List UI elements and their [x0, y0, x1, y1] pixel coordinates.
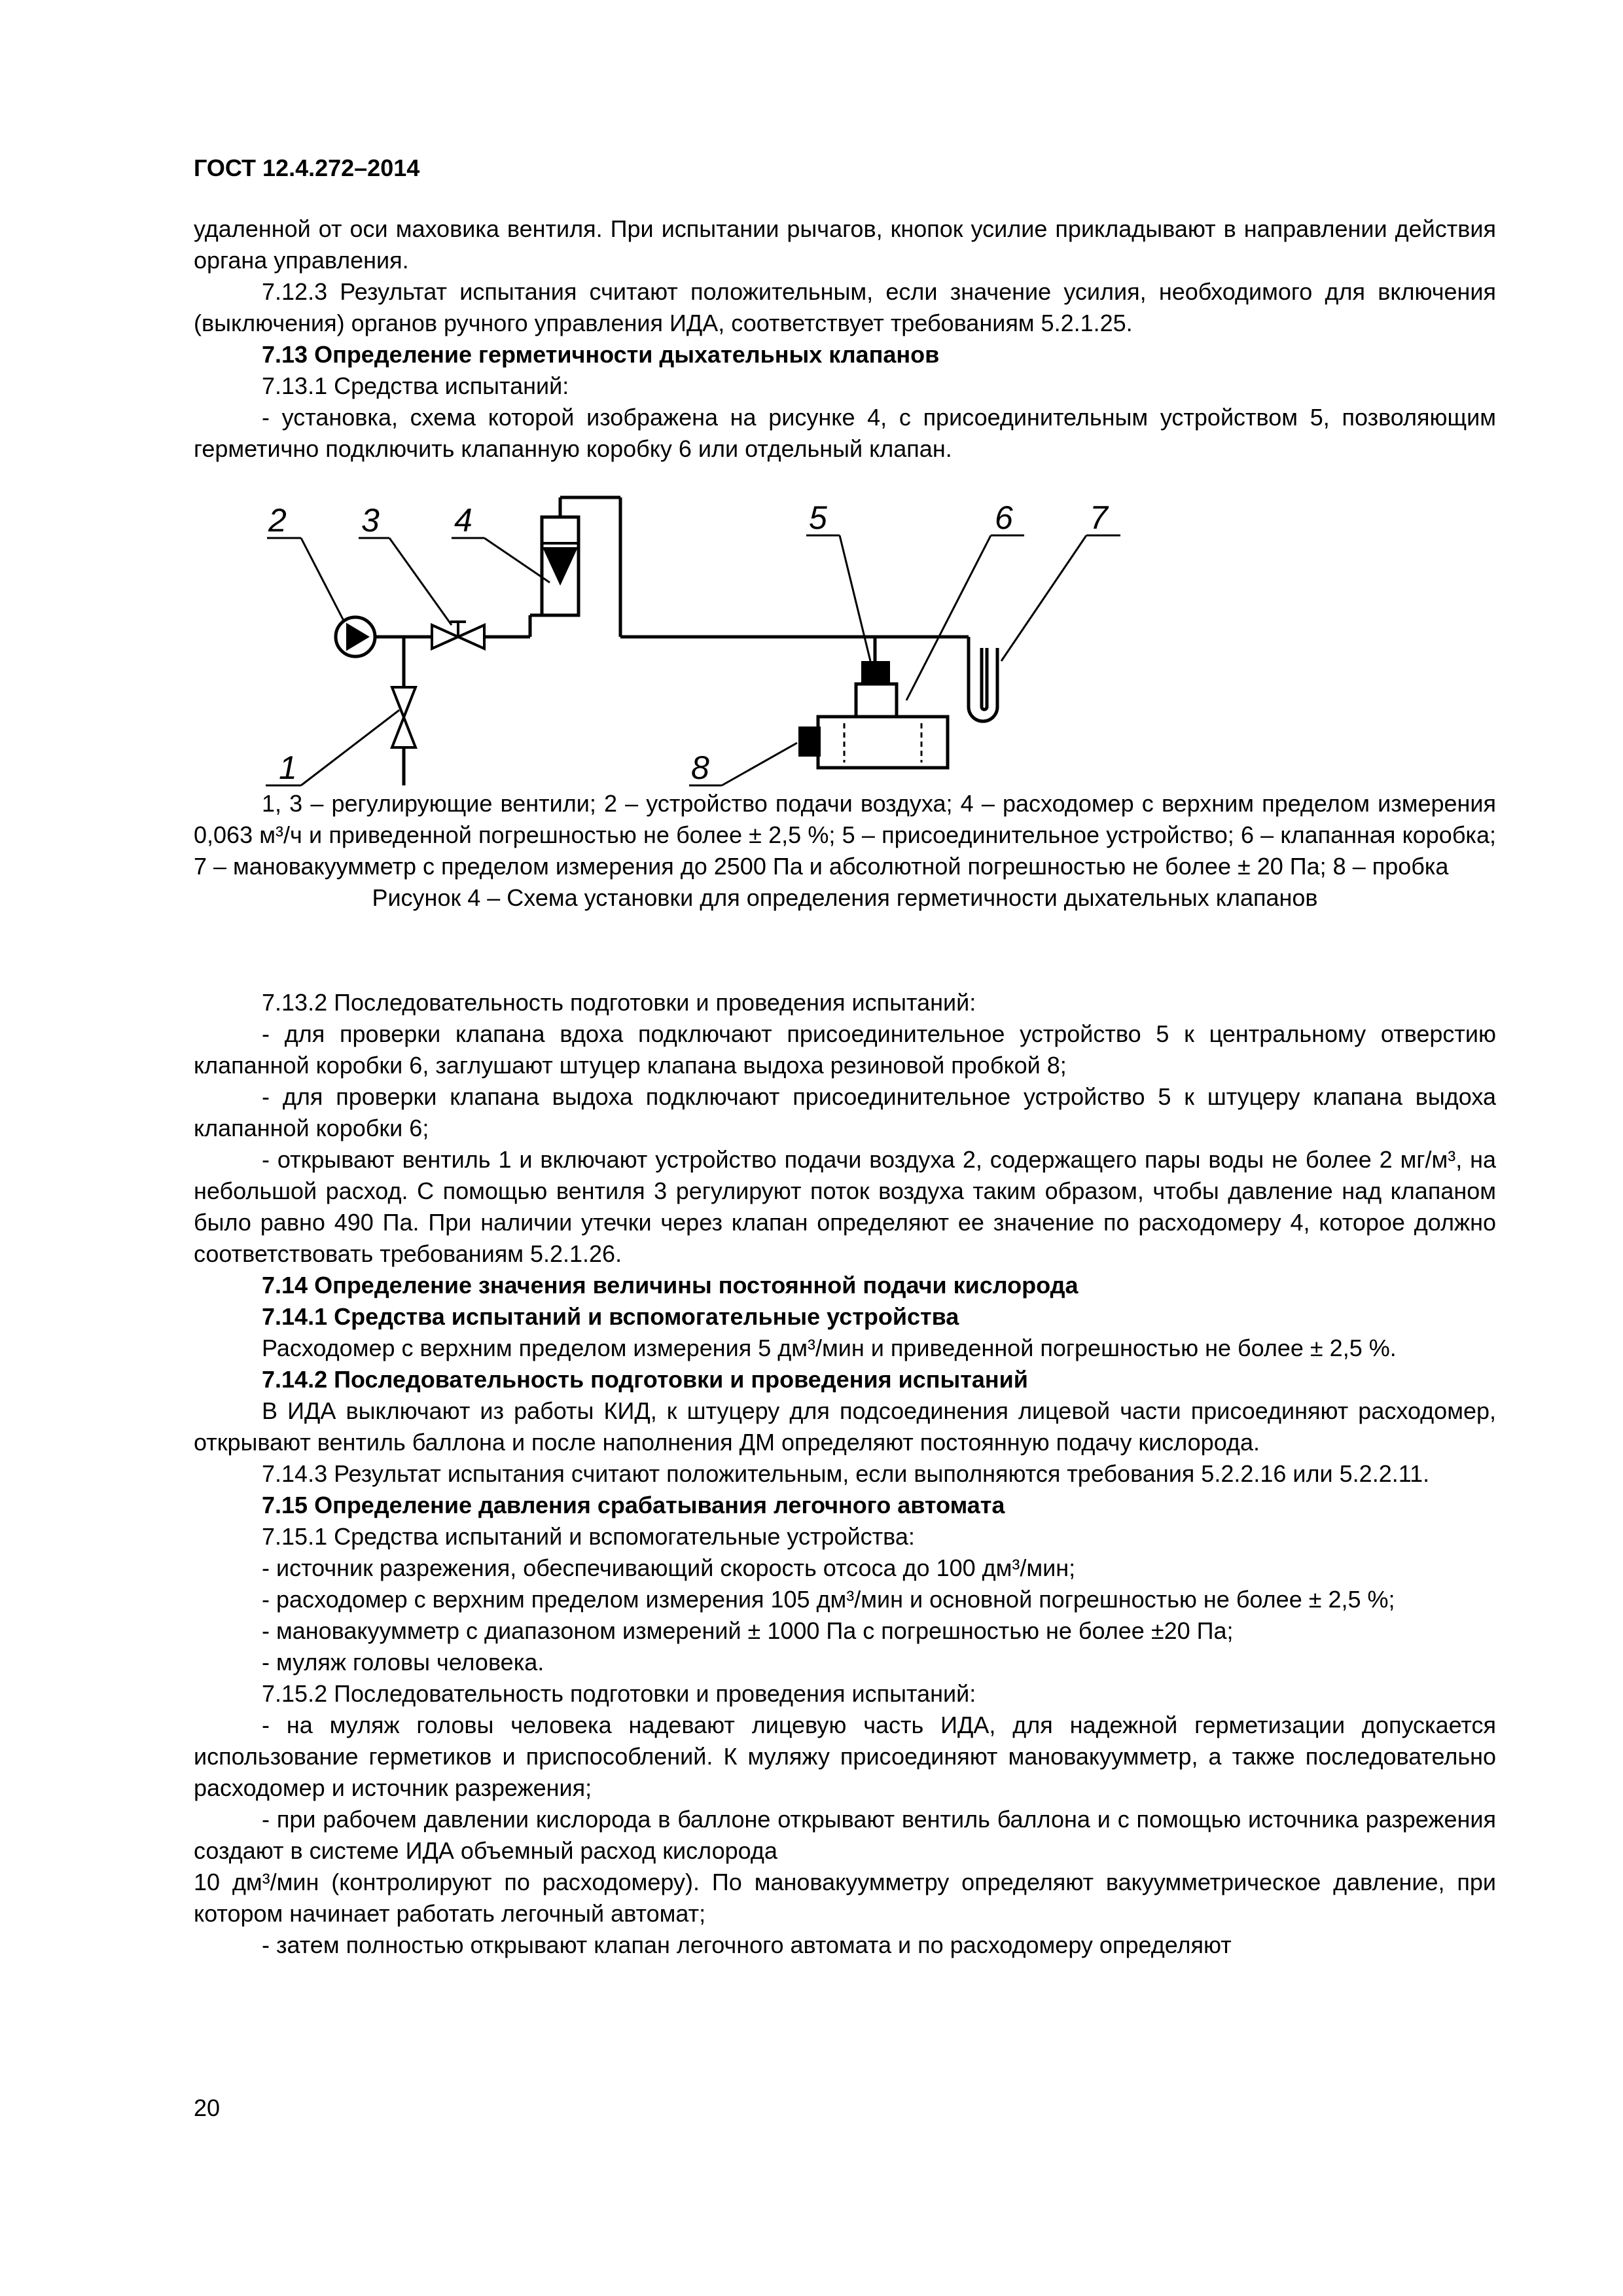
- paragraph: 7.12.3 Результат испытания считают положительным, если значение усилия, необходимого для включения (выключения) органов ручного управления ИДА, соответствует требованиям 5.2.1.25.: [194, 278, 1496, 336]
- figure-label: 7: [1090, 499, 1108, 536]
- subsection-heading: 7.14.2 Последовательность подготовки и проведения испытаний: [262, 1366, 1028, 1393]
- paragraph: - установка, схема которой изображена на рисунке 4, с присоединительным устройством 5, позволяющим герметично подключить клапанную коробку 6 или отдельный клапан.: [194, 404, 1496, 462]
- paragraph: 7.15.1 Средства испытаний и вспомогательные устройства:: [262, 1523, 915, 1550]
- paragraph: Расходомер с верхним пределом измерения 5 дм³/мин и приведенной погрешностью не более ± 2,5 %.: [262, 1335, 1397, 1361]
- section-heading: 7.15 Определение давления срабатывания легочного автомата: [262, 1492, 1005, 1518]
- paragraph: 7.13.2 Последовательность подготовки и проведения испытаний:: [262, 989, 976, 1016]
- paragraph: 7.14.3 Результат испытания считают положительным, если выполняются требования 5.2.2.16 или 5.2.2.11.: [262, 1460, 1430, 1487]
- figure-label: 1: [279, 749, 297, 786]
- page-number: 20: [194, 2094, 221, 2121]
- figure-caption-block: [194, 788, 1496, 914]
- paragraph: 7.13.1 Средства испытаний:: [262, 372, 569, 399]
- paragraph: - мановакуумметр с диапазоном измерений ± 1000 Па с погрешностью не более ±20 Па;: [262, 1617, 1234, 1644]
- section-heading: 7.14 Определение значения величины постоянной подачи кислорода: [262, 1272, 1079, 1299]
- paragraph: - затем полностью открывают клапан легочного автомата и по расходомеру определяют: [262, 1931, 1232, 1958]
- standard-header: ГОСТ 12.4.272–2014: [194, 154, 420, 181]
- paragraph: 10 дм³/мин (контролируют по расходомеру). По мановакуумметру определяют вакуумметрическое давление, при котором начинает работать легочный автомат;: [194, 1869, 1496, 1927]
- paragraph: - открывают вентиль 1 и включают устройство подачи воздуха 2, содержащего пары воды не более 2 мг/м³, на небольшой расход. С помощью вентиля 3 регулируют поток воздуха таким образом, чтобы давление над клапаном было равно 490 Па. При наличии утечки через клапан определяют ее значение по расходомеру 4, которое должно соответствовать требованиям 5.2.1.26.: [194, 1146, 1496, 1267]
- section-heading: 7.13 Определение герметичности дыхательных клапанов: [262, 341, 940, 368]
- paragraph: - источник разрежения, обеспечивающий скорость отсоса до 100 дм³/мин;: [262, 1554, 1076, 1581]
- figure-title: Рисунок 4 – Схема установки для определения герметичности дыхательных клапанов: [372, 884, 1318, 911]
- paragraph: - при рабочем давлении кислорода в баллоне открывают вентиль баллона и с помощью источника разрежения создают в системе ИДА объемный расход кислорода: [194, 1806, 1496, 1864]
- paragraph: - для проверки клапана выдоха подключают присоединительное устройство 5 к штуцеру клапана выдоха клапанной коробки 6;: [194, 1083, 1496, 1141]
- figure-legend: 1, 3 – регулирующие вентили; 2 – устройство подачи воздуха; 4 – расходомер с верхним пределом измерения 0,063 м³/ч и приведенной погрешностью не более ± 2,5 %; 5 – присоединительное устройство; 6 – клапанная коробка; 7 – мановакуумметр с пределом измерения до 2500 Па и абсолютной погрешностью не более ± 20 Па; 8 – пробка: [194, 790, 1496, 880]
- paragraph: - расходомер с верхним пределом измерения 105 дм³/мин и основной погрешностью не более ± 2,5 %;: [262, 1586, 1395, 1613]
- figure-label: 2: [268, 502, 287, 539]
- figure-4-diagram: [0, 0, 1623, 792]
- paragraph: - муляж головы человека.: [262, 1649, 544, 1676]
- figure-label: 5: [809, 499, 827, 536]
- figure-label: 4: [454, 502, 473, 539]
- body-bottom: [194, 987, 1496, 1961]
- paragraph: удаленной от оси маховика вентиля. При испытании рычагов, кнопок усилие прикладывают в направлении действия органа управления.: [194, 215, 1496, 274]
- paragraph: В ИДА выключают из работы КИД, к штуцеру для подсоединения лицевой части присоединяют расходомер, открывают вентиль баллона и после наполнения ДМ определяют постоянную подачу кислорода.: [194, 1397, 1496, 1456]
- figure-label: 3: [361, 502, 380, 539]
- paragraph: 7.15.2 Последовательность подготовки и проведения испытаний:: [262, 1680, 976, 1707]
- paragraph: - на муляж головы человека надевают лицевую часть ИДА, для надежной герметизации допускается использование герметиков и приспособлений. К муляжу присоединяют мановакуумметр, а также последовательно расходомер и источник разрежения;: [194, 1712, 1496, 1801]
- figure-label: 8: [691, 749, 709, 786]
- subsection-heading: 7.14.1 Средства испытаний и вспомогательные устройства: [262, 1303, 959, 1330]
- figure-label: 6: [995, 499, 1013, 536]
- paragraph: - для проверки клапана вдоха подключают присоединительное устройство 5 к центральному отверстию клапанной коробки 6, заглушают штуцер клапана выдоха резиновой пробкой 8;: [194, 1020, 1496, 1079]
